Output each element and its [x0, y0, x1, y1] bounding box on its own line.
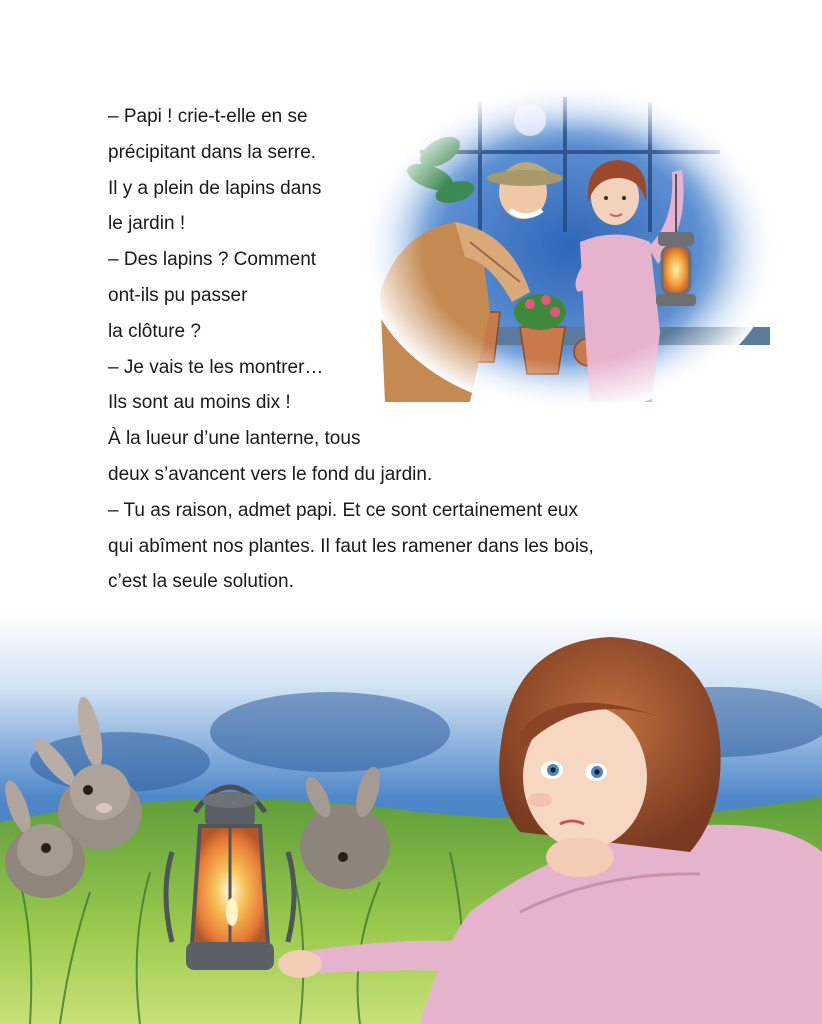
greenhouse-illustration	[360, 82, 780, 412]
story-line: – Tu as raison, admet papi. Et ce sont certainement eux	[108, 499, 578, 521]
story-line: précipitant dans la serre.	[108, 141, 317, 163]
story-line: la clôture ?	[108, 320, 201, 342]
story-line: qui abîment nos plantes. Il faut les ramener dans les bois,	[108, 535, 594, 557]
story-line: – Je vais te les montrer…	[108, 356, 324, 378]
night-garden-illustration	[0, 612, 822, 1024]
story-line: – Papi ! crie-t-elle en se	[108, 106, 308, 127]
story-line: Il y a plein de lapins dans	[108, 177, 322, 199]
story-line: ont-ils pu passer	[108, 284, 248, 306]
story-line: le jardin !	[108, 213, 186, 235]
story-line: Ils sont au moins dix !	[108, 392, 291, 414]
story-line: c’est la seule solution.	[108, 571, 294, 593]
story-line: – Des lapins ? Comment	[108, 249, 317, 271]
story-line: deux s’avancent vers le fond du jardin.	[108, 463, 433, 485]
story-line: À la lueur d’une lanterne, tous	[108, 428, 361, 450]
